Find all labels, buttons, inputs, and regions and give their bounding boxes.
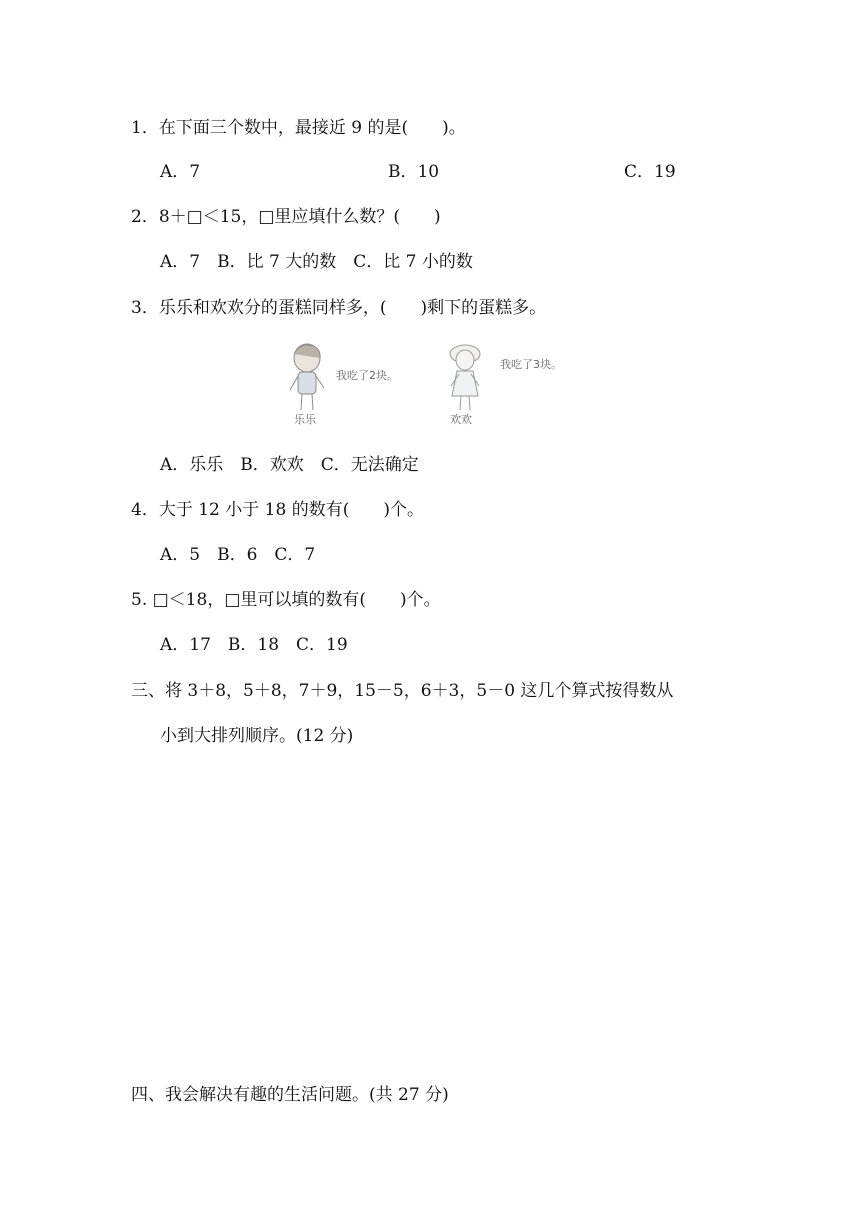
question-2-options: A．7 B．比 7 大的数 C．比 7 小的数 — [160, 252, 473, 272]
question-4-options: A．5 B．6 C．7 — [160, 545, 316, 565]
question-1-option-c: C．19 — [624, 162, 676, 182]
question-3-options: A．乐乐 B．欢欢 C．无法确定 — [160, 455, 419, 475]
boy-speech: 我吃了2块。 — [336, 369, 398, 382]
question-1-option-b: B．10 — [388, 162, 440, 182]
cake-illustration — [280, 338, 590, 430]
girl-speech: 我吃了3块。 — [500, 358, 562, 371]
boy-figure — [290, 344, 324, 410]
question-2-stem: 2．8＋□＜15，□里应填什么数？( ) — [131, 207, 441, 227]
question-4-stem: 4．大于 12 小于 18 的数有( )个。 — [131, 500, 424, 520]
cake-illustration-svg — [280, 338, 590, 430]
section-4-heading: 四、我会解决有趣的生活问题。(共 27 分) — [131, 1085, 449, 1105]
question-5-options: A．17 B．18 C．19 — [160, 635, 348, 655]
section-3-heading-cont: 小到大排列顺序。(12 分) — [160, 726, 354, 746]
question-3-stem: 3．乐乐和欢欢分的蛋糕同样多，( )剩下的蛋糕多。 — [131, 298, 547, 318]
boy-name-label: 乐乐 — [294, 413, 316, 426]
question-1-stem: 1．在下面三个数中，最接近 9 的是( )。 — [131, 118, 466, 138]
girl-figure — [450, 345, 480, 410]
question-5-stem: 5. □＜18，□里可以填的数有( )个。 — [131, 590, 441, 610]
girl-name-label: 欢欢 — [450, 413, 472, 426]
question-1-option-a: A．7 — [160, 162, 201, 182]
section-3-heading: 三、将 3＋8，5＋8，7＋9，15－5，6＋3，5－0 这几个算式按得数从 — [131, 681, 674, 701]
